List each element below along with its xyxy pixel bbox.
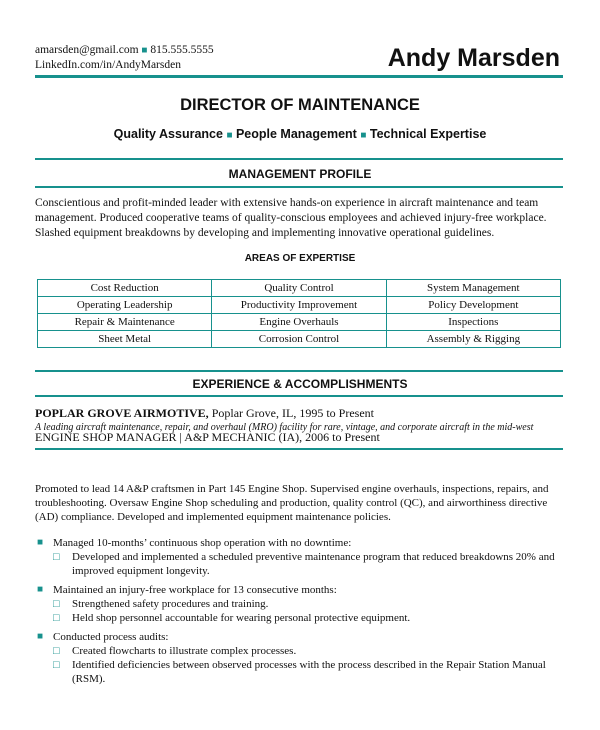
role-rule — [35, 448, 563, 450]
skill: Quality Assurance — [113, 127, 223, 141]
skill: Technical Expertise — [369, 127, 487, 141]
sub-bullet-square-icon: □ — [53, 598, 60, 610]
company-location: Poplar Grove, IL, 1995 to Present — [208, 406, 374, 420]
sub-bullet-square-icon: □ — [53, 551, 60, 563]
areas-of-expertise-heading: AREAS OF EXPERTISE — [244, 253, 356, 264]
list-item: Maintained an injury-free workplace for 13 consecutive months: — [53, 584, 337, 596]
table-cell: Engine Overhauls — [212, 314, 386, 331]
role-title: ENGINE SHOP MANAGER | A&P MECHANIC (IA), 2006 to Present — [35, 430, 380, 444]
table-cell: Repair & Maintenance — [38, 314, 212, 331]
candidate-name: Andy Marsden — [387, 44, 560, 72]
table-row — [38, 297, 561, 314]
table-cell: System Management — [386, 280, 560, 297]
company-tagline: A leading aircraft maintenance, repair, and overhaul (MRO) facility for rare, vintage, and corporate aircraft in the mid-west — [35, 422, 534, 433]
bullet-square-icon: ■ — [37, 631, 44, 642]
phone: 815.555.5555 — [150, 44, 214, 56]
table-cell: Productivity Improvement — [212, 297, 386, 314]
sub-bullet-square-icon: □ — [53, 659, 60, 671]
table-cell: Corrosion Control — [212, 331, 386, 348]
linkedin: LinkedIn.com/in/AndyMarsden — [35, 59, 181, 71]
table-row — [38, 331, 561, 348]
table-cell: Cost Reduction — [38, 280, 212, 297]
profile-text: Conscientious and profit-minded leader with extensive hands-on experience in aircraft maintenance and team management. Produced cooperative teams of quality-conscious employees and achieved injury-free workplace. Slashed equipment breakdowns by developing and implementing innovative operational guidelines. — [35, 197, 547, 239]
sub-list-item: Strengthened safety procedures and training. — [72, 598, 269, 610]
sub-list-item: Developed and implemented a scheduled preventive maintenance program that reduced breakdowns 20% and improved equipment longevity. — [72, 551, 555, 577]
header-rule — [35, 75, 563, 78]
company-name: POPLAR GROVE AIRMOTIVE, — [35, 406, 209, 420]
table-cell: Inspections — [386, 314, 560, 331]
sub-list-item: Identified deficiencies between observed processes with the process described in the Repair Station Manual (RSM). — [72, 659, 546, 685]
section-rule — [35, 370, 563, 372]
section-rule — [35, 158, 563, 160]
section-heading-profile: MANAGEMENT PROFILE — [228, 167, 372, 181]
sub-bullet-square-icon: □ — [53, 645, 60, 657]
table-cell: Policy Development — [386, 297, 560, 314]
expertise-table — [37, 279, 561, 348]
sub-list-item: Created flowcharts to illustrate complex processes. — [72, 645, 297, 657]
section-rule — [35, 395, 563, 397]
separator-square-icon: ■ — [226, 130, 233, 141]
bullet-square-icon: ■ — [37, 537, 44, 548]
section-rule — [35, 186, 563, 188]
table-row — [38, 280, 561, 297]
separator-square-icon: ■ — [360, 130, 367, 141]
contact-info — [35, 43, 214, 73]
table-row — [38, 314, 561, 331]
skill: People Management — [235, 127, 357, 141]
sub-bullet-square-icon: □ — [53, 612, 60, 624]
table-cell: Quality Control — [212, 280, 386, 297]
separator-square-icon: ■ — [141, 45, 148, 56]
job-title: DIRECTOR OF MAINTENANCE — [180, 96, 420, 114]
role-summary: Promoted to lead 14 A&P craftsmen in Part 145 Engine Shop. Supervised engine overhauls, inspections, repairs, and troubleshooting. Oversaw Engine Shop scheduling and production, quality control (QC), and airworthiness directive (AD) compliance. Developed and implemented equipment maintenance policies. — [35, 483, 549, 523]
bullet-square-icon: ■ — [37, 584, 44, 595]
list-item: Managed 10-months’ continuous shop operation with no downtime: — [53, 537, 352, 549]
list-item: Conducted process audits: — [53, 631, 169, 643]
sub-list-item: Held shop personnel accountable for wearing personal protective equipment. — [72, 612, 411, 624]
table-cell: Operating Leadership — [38, 297, 212, 314]
skills-line — [0, 127, 600, 141]
company-line — [35, 406, 374, 421]
table-cell: Sheet Metal — [38, 331, 212, 348]
email: amarsden@gmail.com — [35, 44, 139, 56]
section-heading-experience: EXPERIENCE & ACCOMPLISHMENTS — [192, 377, 408, 391]
table-cell: Assembly & Rigging — [386, 331, 560, 348]
